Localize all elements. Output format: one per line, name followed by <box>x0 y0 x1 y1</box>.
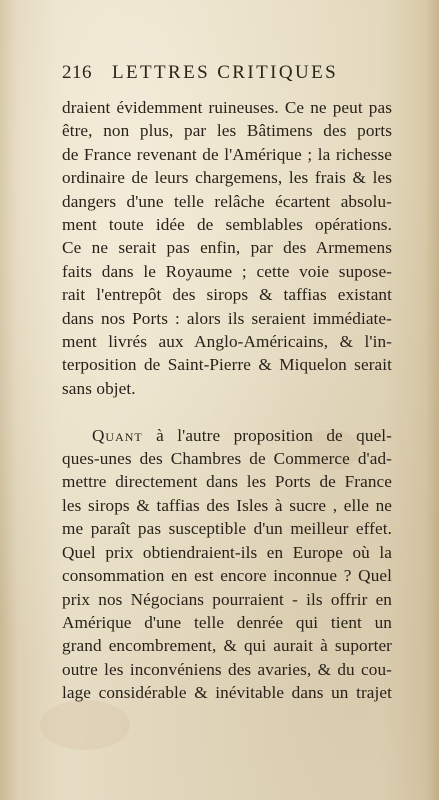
text-line: lage considérable & inévitable dans un trajet <box>62 683 392 703</box>
paragraph-2 <box>62 424 392 705</box>
text-line: dangers d'une telle relâche écartent absolu- <box>62 191 392 211</box>
text-line: outre les inconvéniens des avaries, & du cou- <box>62 659 392 679</box>
text-line: Ce ne serait pas enfin, par des Armemens <box>62 238 392 258</box>
text-line: dans nos Ports : alors ils seraient immédiate- <box>62 308 392 328</box>
running-head: LETTRES CRITIQUES <box>112 62 339 83</box>
paper-stain <box>40 700 130 750</box>
text-line: Amérique d'une telle denrée qui tient un <box>62 612 392 632</box>
text-line: les sirops & taffias des Isles à sucre , elle ne <box>62 495 392 515</box>
body-text <box>62 96 392 705</box>
text-line: de France revenant de l'Amérique ; la richesse <box>62 144 392 164</box>
text-line-first <box>62 424 392 447</box>
page-header <box>62 62 382 90</box>
text-line: ordinaire de leurs chargemens, les frais & les <box>62 168 392 188</box>
text-line: ques-unes des Chambres de Commerce d'ad- <box>62 449 392 469</box>
text-line: draient évidemment ruineuses. Ce ne peut pas <box>62 98 392 117</box>
text-line: être, non plus, par les Bâtimens des ports <box>62 121 392 141</box>
text-line: ment toute idée de semblables opérations. <box>62 215 392 235</box>
text-line: consommation en est encore inconnue ? Quel <box>62 566 392 586</box>
first-line-rest: à l'autre proposition de quel- <box>142 425 392 445</box>
text-line: Quel prix obtiendraient-ils en Europe où la <box>62 542 392 562</box>
text-line: rait l'entrepôt des sirops & taffias existant <box>62 285 392 305</box>
text-line: faits dans le Royaume ; cette voie supose- <box>62 261 392 281</box>
text-line: grand encombrement, & qui aurait à suporter <box>62 636 392 656</box>
page-number: 216 <box>62 62 92 83</box>
text-line: ment livrés aux Anglo-Américains, & l'in- <box>62 332 392 352</box>
text-line: prix nos Négocians pourraient - ils offrir en <box>62 589 392 609</box>
text-line: terposition de Saint-Pierre & Miquelon serait <box>62 355 392 375</box>
text-line: sans objet. <box>62 378 136 398</box>
text-line: me paraît pas susceptible d'un meilleur effet. <box>62 519 392 539</box>
lead-word: Quant <box>92 425 143 445</box>
paragraph-1 <box>62 96 392 400</box>
text-line: mettre directement dans les Ports de France <box>62 472 392 492</box>
